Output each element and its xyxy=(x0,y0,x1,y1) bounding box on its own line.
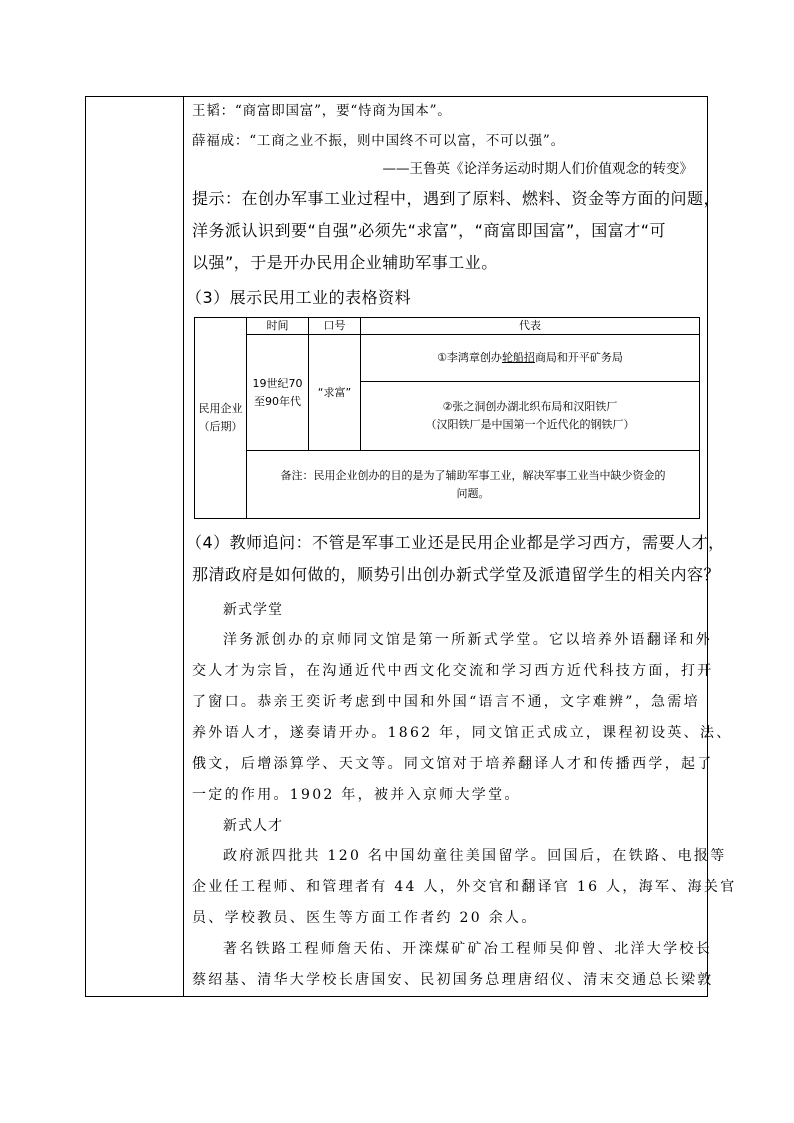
civil-industry-table xyxy=(194,317,700,519)
header-slogan: 口号 xyxy=(308,317,361,335)
school-line-2: 交人才为宗旨，在沟通近代中西文化交流和学习西方近代科技方面，打开 xyxy=(192,663,714,679)
school-line-6: 一定的作用。1902 年，被并入京师大学堂。 xyxy=(192,787,521,803)
slogan-cell: “求富” xyxy=(308,334,361,451)
rep2-line-1: ②张之洞创办湖北织布局和汉阳铁厂 xyxy=(442,400,618,414)
header-representative: 代表 xyxy=(360,317,700,335)
talent-line-2: 企业任工程师、和管理者有 44 人，外交官和翻译官 16 人，海军、海关官 xyxy=(192,879,737,895)
step-4-line-1: （4）教师追问：不管是军事工业还是民用企业都是学习西方，需要人才， xyxy=(186,533,725,552)
step-4-line-2: 那清政府是如何做的，顺势引出创办新式学堂及派遣留学生的相关内容？ xyxy=(192,565,721,584)
time-line-1: 19世纪70 xyxy=(252,376,303,390)
representative-1-cell xyxy=(360,334,700,382)
talent-line-5: 蔡绍基、清华大学校长唐国安、民初国务总理唐绍仪、清末交通总长梁敦 xyxy=(192,972,714,988)
school-line-5: 俄文，后增添算学、天文等。同文馆对于培养翻译人才和传播西学，起了 xyxy=(192,756,714,772)
time-line-2: 至90年代 xyxy=(254,394,301,408)
hint-line-2: 洋务派认识到要“自强”必须先“求富”，“商富即国富”，国富才“可 xyxy=(192,221,667,240)
quote-wangtao: 王韬：“商富即国富”，要“恃商为国本”。 xyxy=(192,103,452,119)
row-label-line-1: 民用企业 xyxy=(198,402,243,416)
school-line-3: 了窗口。恭亲王奕䜣考虑到中国和外国“语言不通，文字难辨”，急需培 xyxy=(192,694,700,710)
note-line-1: 备注：民用企业创办的目的是为了辅助军事工业，解决军事工业当中缺少资金的 xyxy=(280,468,666,482)
talent-line-3: 员、学校教员、医生等方面工作者约 20 余人。 xyxy=(192,910,538,926)
rep1-prefix: ①李鸿章创办 xyxy=(437,351,502,365)
header-time: 时间 xyxy=(246,317,309,335)
school-heading: 新式学堂 xyxy=(223,602,283,618)
rep2-line-2: （汉阳铁厂是中国第一个近代化的钢铁厂） xyxy=(425,418,635,431)
lesson-plan-cell xyxy=(85,96,737,997)
note-cell xyxy=(246,450,700,519)
school-line-4: 养外语人才，遂奏请开办。1862 年，同文馆正式成立，课程初设英、法、 xyxy=(192,725,733,741)
step-3-heading: （3）展示民用工业的表格资料 xyxy=(186,288,412,307)
school-line-1: 洋务派创办的京师同文馆是第一所新式学堂。它以培养外语翻译和外 xyxy=(223,632,712,648)
note-line-2: 问题。 xyxy=(456,486,490,500)
rep1-underlined: 轮船招 xyxy=(501,351,535,365)
quote-source: ——王鲁英《论洋务运动时期人们价值观念的转变》 xyxy=(382,161,693,177)
hint-line-3: 以强”，于是开办民用企业辅助军事工业。 xyxy=(192,253,498,272)
talent-heading: 新式人才 xyxy=(223,818,283,834)
column-divider xyxy=(183,97,184,996)
quote-xue: 薛福成：“工商之业不振，则中国终不可以富，不可以强”。 xyxy=(192,133,565,149)
time-cell xyxy=(246,334,309,451)
talent-line-4: 著名铁路工程师詹天佑、开滦煤矿矿冶工程师吴仰曾、北洋大学校长 xyxy=(223,941,712,957)
rep1-suffix: 商局和开平矿务局 xyxy=(534,351,623,365)
row-label-cell xyxy=(194,317,247,519)
talent-line-1: 政府派四批共 120 名中国幼童往美国留学。回国后，在铁路、电报等 xyxy=(223,848,727,864)
row-label-line-2: （后期） xyxy=(198,420,243,433)
representative-2-cell xyxy=(360,381,700,451)
hint-line-1: 提示：在创办军事工业过程中，遇到了原料、燃料、资金等方面的问题， xyxy=(192,189,721,208)
